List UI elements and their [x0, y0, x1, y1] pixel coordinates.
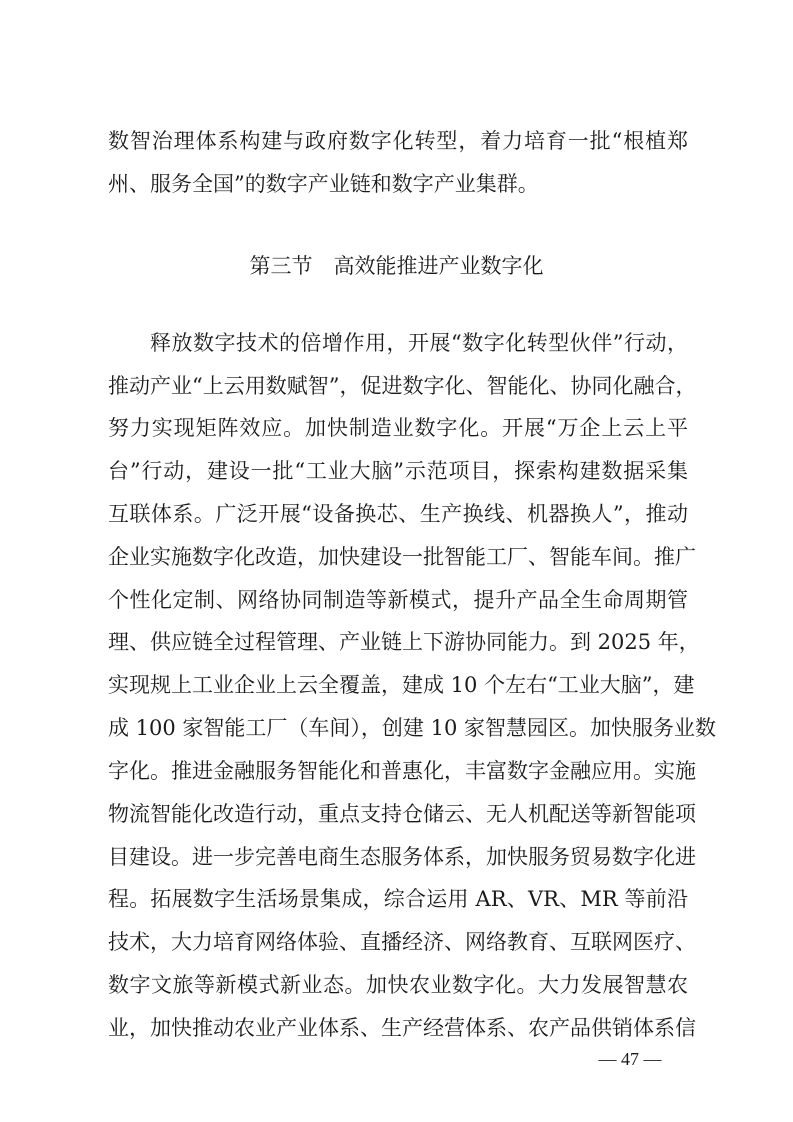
paragraph-line: 台”行动，建设一批“工业大脑”示范项目，探索构建数据采集 [108, 459, 688, 483]
paragraph-line: 努力实现矩阵效应。加快制造业数字化。开展“万企上云上平 [108, 416, 688, 440]
paragraph-line: 个性化定制、网络协同制造等新模式，提升产品全生命周期管 [108, 588, 688, 612]
paragraph-line: 数字文旅等新模式新业态。加快农业数字化。大力发展智慧农 [108, 973, 688, 997]
paragraph-line: 字化。推进金融服务智能化和普惠化，丰富数字金融应用。实施 [108, 759, 696, 783]
paragraph-line: 实现规上工业企业上云全覆盖，建成 10 个左右“工业大脑”，建 [108, 673, 695, 697]
paragraph-line: 物流智能化改造行动，重点支持仓储云、无人机配送等新智能项 [108, 802, 696, 826]
paragraph-line: 理、供应链全过程管理、产业链上下游协同能力。到 2025 年， [108, 630, 700, 654]
paragraph-line: 程。拓展数字生活场景集成，综合运用 AR、VR、MR 等前沿 [108, 887, 688, 911]
paragraph-line: 成 100 家智能工厂（车间），创建 10 家智慧园区。加快服务业数 [108, 716, 717, 740]
page-number: — 47 — [598, 1049, 662, 1069]
paragraph-line: 数智治理体系构建与政府数字化转型，着力培育一批“根植郑 [108, 129, 688, 153]
paragraph-line: 企业实施数字化改造，加快建设一批智能工厂、智能车间。推广 [108, 545, 696, 569]
paragraph-line: 州、服务全国”的数字产业链和数字产业集群。 [108, 172, 539, 196]
paragraph-line: 业，加快推动农业产业体系、生产经营体系、农产品供销体系信 [108, 1016, 696, 1040]
paragraph-line: 技术，大力培育网络体验、直播经济、网络教育、互联网医疗、 [108, 930, 696, 954]
paragraph-line: 目建设。进一步完善电商生态服务体系，加快服务贸易数字化进 [108, 845, 696, 869]
section-heading: 第三节 高效能推进产业数字化 [249, 254, 544, 278]
paragraph-line: 推动产业“上云用数赋智”，促进数字化、智能化、协同化融合， [108, 374, 697, 398]
paragraph-line: 释放数字技术的倍增作用，开展“数字化转型伙伴”行动， [150, 331, 688, 355]
paragraph-line: 互联体系。广泛开展“设备换芯、生产换线、机器换人”，推动 [108, 502, 688, 526]
